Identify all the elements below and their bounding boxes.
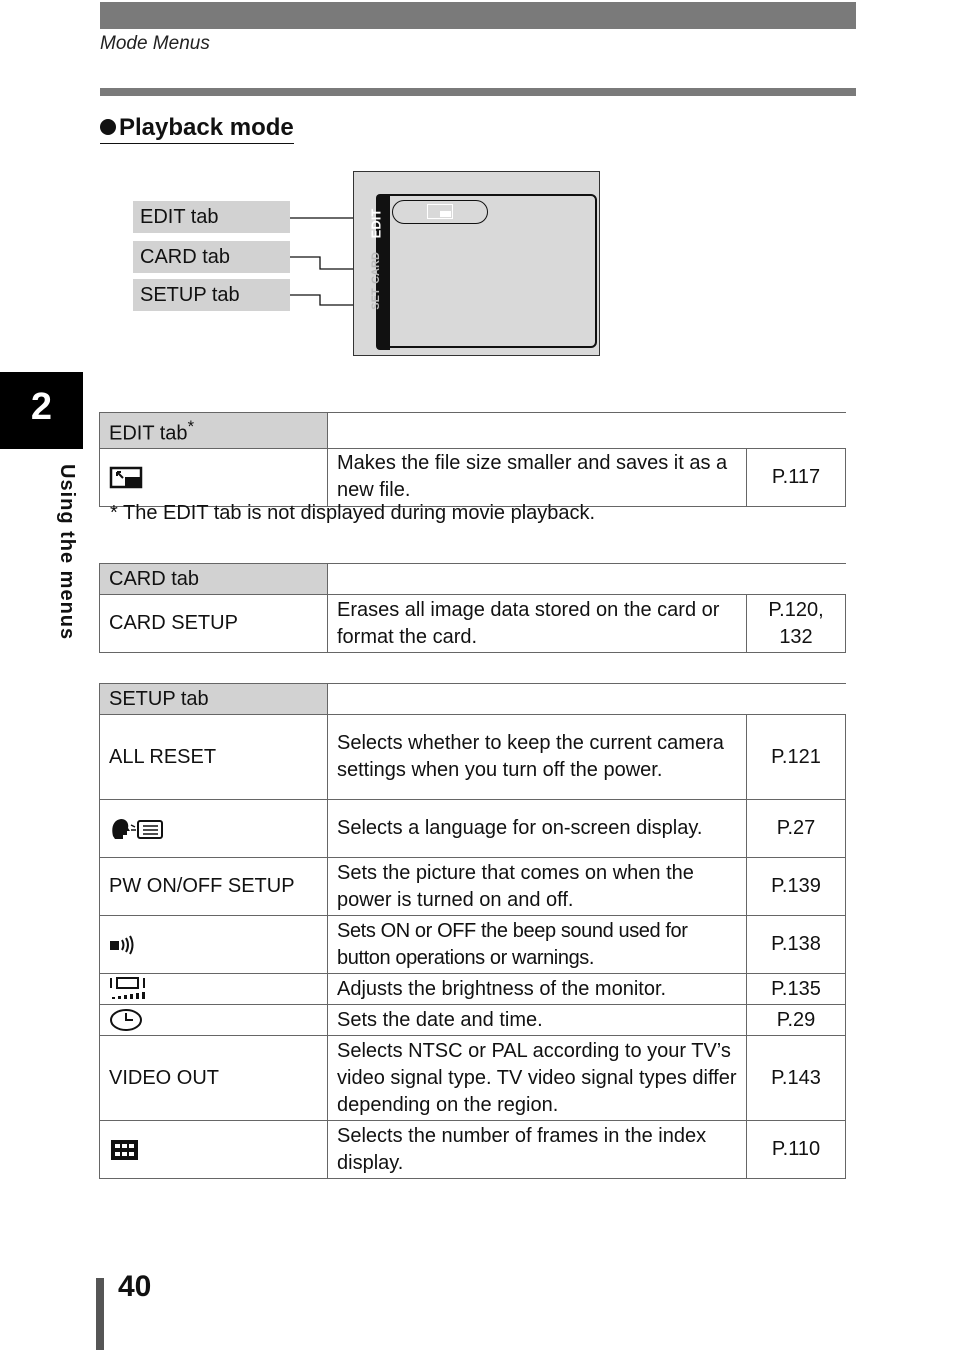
row-item: CARD SETUP (100, 595, 328, 653)
row-page-ref: P.135 (747, 974, 846, 1005)
clock-icon (109, 1008, 145, 1032)
table-row (100, 974, 846, 1005)
index-display-icon (109, 1138, 141, 1162)
running-head: Mode Menus (100, 33, 210, 54)
label-setup-tab: SETUP tab (133, 279, 290, 311)
edit-footnote: * The EDIT tab is not displayed during movie playback. (110, 502, 596, 524)
row-page-ref: P.138 (747, 916, 846, 974)
menu-diagram (130, 170, 605, 360)
section-title (100, 114, 294, 144)
resize-icon (427, 204, 453, 219)
table-row (100, 1005, 846, 1036)
row-description: Sets ON or OFF the beep sound used for button operations or warnings. (328, 916, 747, 974)
bullet-icon (100, 119, 116, 135)
row-page-ref: P.120, 132 (747, 595, 846, 653)
row-item: VIDEO OUT (100, 1036, 328, 1121)
card-tab-table (99, 563, 846, 653)
row-page-ref: P.143 (747, 1036, 846, 1121)
row-page-ref: P.110 (747, 1121, 846, 1179)
setup-table-header: SETUP tab (100, 684, 328, 715)
section-title-text: Playback mode (119, 114, 294, 141)
setup-tab-table (99, 683, 846, 1179)
row-description: Sets the picture that comes on when the power is turned on and off. (328, 858, 747, 916)
table-row (100, 1036, 846, 1121)
row-item: PW ON/OFF SETUP (100, 858, 328, 916)
language-icon (109, 816, 167, 842)
row-description: Selects a language for on-screen display. (328, 800, 747, 858)
row-item: ALL RESET (100, 715, 328, 800)
chapter-side-label: Using the menus (56, 464, 78, 641)
row-page-ref: P.29 (747, 1005, 846, 1036)
row-page-ref: P.27 (747, 800, 846, 858)
row-description: Makes the file size smaller and saves it as a new file. (328, 448, 747, 506)
row-description: Adjusts the brightness of the monitor. (328, 974, 747, 1005)
screen-tab-edit[interactable]: EDIT (368, 208, 384, 239)
label-card-tab: CARD tab (133, 241, 290, 273)
row-page-ref: P.121 (747, 715, 846, 800)
row-description: Selects NTSC or PAL according to your TV’s video signal type. TV video signal types differ depending on the region. (328, 1036, 747, 1121)
page-number: 40 (118, 1270, 152, 1303)
table-row (100, 448, 846, 506)
beep-sound-icon (109, 933, 141, 957)
row-page-ref: P.117 (747, 448, 846, 506)
table-row (100, 800, 846, 858)
edit-table-header-mark: * (187, 417, 195, 436)
page-number-bar (96, 1278, 104, 1350)
edit-tab-table (99, 412, 846, 507)
screen-tab-setup[interactable]: SET (370, 288, 382, 310)
table-row (100, 1121, 846, 1179)
edit-table-header-text: EDIT tab (109, 422, 188, 445)
row-description: Selects the number of frames in the index display. (328, 1121, 747, 1179)
header-bar (100, 2, 856, 29)
table-row (100, 715, 846, 800)
row-description: Sets the date and time. (328, 1005, 747, 1036)
row-description: Erases all image data stored on the card or format the card. (328, 595, 747, 653)
section-rule (100, 88, 856, 96)
edit-table-header (100, 413, 328, 449)
table-row (100, 916, 846, 974)
chapter-number: 2 (30, 386, 53, 428)
table-row (100, 858, 846, 916)
row-description: Selects whether to keep the current camera settings when you turn off the power. (328, 715, 747, 800)
card-table-header: CARD tab (100, 564, 328, 595)
monitor-brightness-icon (109, 976, 147, 1002)
row-page-ref: P.139 (747, 858, 846, 916)
resize-icon (109, 465, 145, 489)
table-row (100, 595, 846, 653)
screen-tab-card[interactable]: CARD (370, 252, 382, 284)
label-edit-tab: EDIT tab (133, 201, 290, 233)
